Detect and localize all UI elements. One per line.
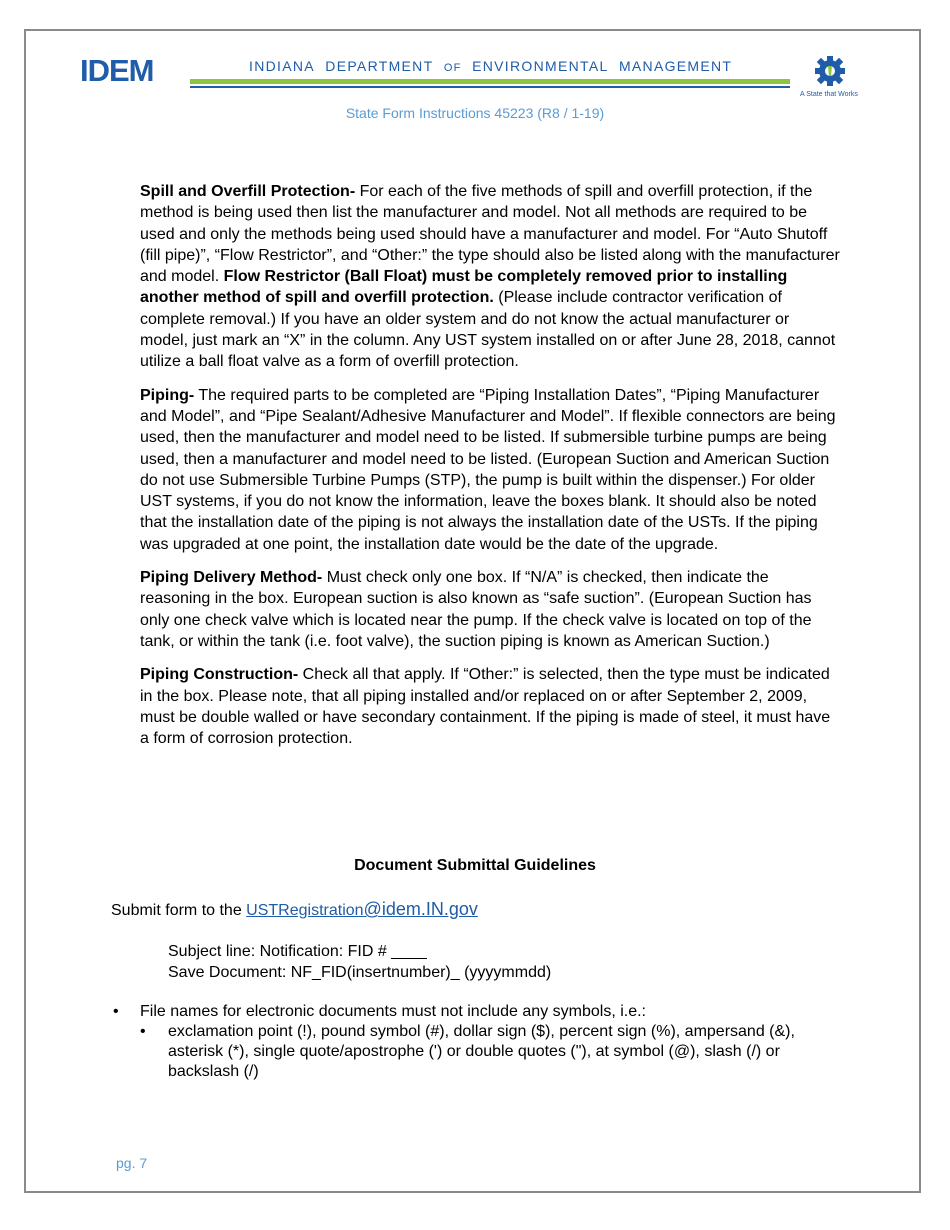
paragraph-text: The required parts to be completed are “Piping Installation Dates”, “Piping Manufacturer and Model”, and “Pipe Sealant/Adhesive Manufacturer and Model”. If flexible connectors are being used, then the manufacturer and model need to be listed. If submersible turbine pumps are being used, then a manufacturer and model need to be listed. (European Suction and American Suction do not use Submersible Turbine Pumps (STP), the pump is built within the dispenser.) For older UST systems, if you do not know the information, leave the boxes blank. It should also be noted that the installation date of the piping is not always the installation date of the USTs. If the piping was upgraded at one point, the installation date would be the date of the upgrade. [140,386,836,553]
paragraph-text: (Please include contractor verification of complete removal.) If you have an older system and do not know the actual manufacturer or model, just mark an “X” in the column. Any UST system installed on or after June 28, 2018, cannot utilize a ball float valve as a form of overfill protection. [140,289,836,371]
bullet-icon: • [113,1003,119,1020]
paragraph-title: Piping Construction- [140,666,299,684]
bullet-text: exclamation point (!), pound symbol (#), dollar sign ($), percent sign (%), ampersand (&), asterisk (*), single quote/apostrophe (') or double quotes ("), at symbol (@), slash (/) or backslash (/) [168,1023,795,1080]
paragraph-construction [140,664,840,749]
header-rule-blue [190,86,790,88]
state-seal-icon [807,54,853,88]
paragraph-emphasis: Flow Restrictor (Ball Float) must be completely removed prior to installing another method of spill and overfill protection. [140,268,788,307]
filename-rules [111,1002,851,1082]
dept-word: INDIANA [249,58,315,74]
paragraph-text: For each of the five methods of spill and overfill protection, if the method is being used then list the manufacturer and model. Not all methods are required to be used and only the methods being used should have a manufacturer and model. For “Auto Shutoff (fill pipe)”, “Flow Restrictor”, and “Other:” the type should also be listed along with the manufacturer and model. [140,183,840,286]
instructions-body [140,181,840,761]
seal-tagline: A State that Works [800,91,858,98]
paragraph-title: Spill and Overfill Protection- [140,183,356,200]
form-id: State Form Instructions 45223 (R8 / 1-19) [345,105,605,121]
paragraph-piping [140,385,840,555]
submit-line [111,899,478,920]
dept-word: ENVIRONMENTAL [472,58,609,74]
paragraph-spill-overfill [140,181,840,373]
dept-word: MANAGEMENT [618,58,733,74]
submit-lead: Submit form to the [111,902,247,919]
email-link[interactable] [246,899,478,919]
dept-word: OF [443,62,462,74]
list-item [140,1022,851,1082]
subject-block [168,941,551,983]
email-user: USTRegistration [246,902,364,919]
save-document-line: Save Document: NF_FID(insertnumber)_ (yyyymmdd) [168,964,552,981]
bullet-icon: • [140,1023,146,1040]
department-name [249,58,732,74]
page-number: pg. 7 [116,1155,148,1171]
submittal-title: Document Submittal Guidelines [354,857,596,874]
paragraph-title: Piping- [140,386,195,404]
paragraph-text: Must check only one box. If “N/A” is checked, then indicate the reasoning in the box. European suction is also known as “safe suction”. (European Suction has only one check valve which is located near the pump. If the check valve is located on top of the tank, or within the tank (i.e. foot valve), the suction piping is known as American Suction.) [140,569,812,650]
paragraph-text: Check all that apply. If “Other:” is selected, then the type must be indicated in the box. Please note, that all piping installed and/or replaced on or after September 2, 2009, must be double walled or have secondary containment. If the piping is made of steel, it must have a form of corrosion protection. [140,666,831,748]
dept-word: DEPARTMENT [325,58,434,74]
paragraph-title: Piping Delivery Method- [140,569,323,587]
header-rule-green [190,79,790,84]
subject-line: Subject line: Notification: FID # ____ [168,943,427,960]
paragraph-delivery-method [140,567,840,652]
list-item [111,1002,851,1022]
email-domain: @idem.IN.gov [363,899,478,919]
idem-logo: IDEM [80,53,154,88]
bullet-text: File names for electronic documents must not include any symbols, i.e.: [140,1003,646,1020]
